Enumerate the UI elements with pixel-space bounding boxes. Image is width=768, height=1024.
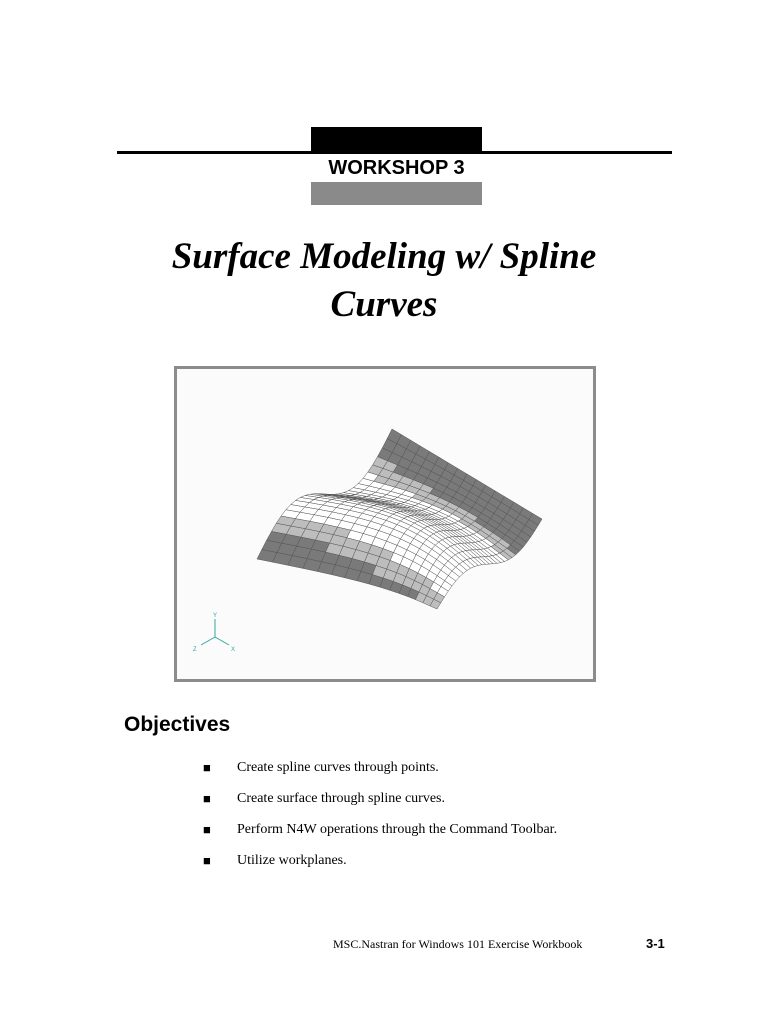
list-item <box>203 760 557 791</box>
list-item-text: Utilize workplanes. <box>237 853 347 868</box>
bullet-icon: ■ <box>203 760 211 775</box>
bullet-icon: ■ <box>203 822 211 837</box>
list-item-text: Create spline curves through points. <box>237 760 439 775</box>
list-item <box>203 822 557 853</box>
axis-label-y: Y <box>213 613 218 619</box>
bullet-icon: ■ <box>203 791 211 806</box>
page-number: 3-1 <box>646 936 665 951</box>
page-title <box>0 233 768 329</box>
surface-model-figure <box>174 366 596 682</box>
list-item-text: Perform N4W operations through the Command Toolbar. <box>237 822 558 837</box>
bullet-icon: ■ <box>203 853 211 868</box>
axis-label-z: Z <box>193 647 197 653</box>
footer-text: MSC.Nastran for Windows 101 Exercise Workbook <box>333 937 583 951</box>
header-black-block <box>311 127 482 152</box>
axis-triad-icon <box>193 613 235 653</box>
list-item-text: Create surface through spline curves. <box>237 791 445 806</box>
axis-label-x: X <box>231 647 236 653</box>
title-line-1: Surface Modeling w/ Spline <box>171 236 597 277</box>
surface-mesh-drawing <box>177 369 593 679</box>
list-item <box>203 791 557 822</box>
title-line-2: Curves <box>330 284 438 325</box>
list-item <box>203 853 557 884</box>
workshop-label: WORKSHOP 3 <box>328 157 465 179</box>
header-gray-block <box>311 182 482 205</box>
objectives-list <box>203 760 557 884</box>
objectives-heading: Objectives <box>124 713 231 736</box>
